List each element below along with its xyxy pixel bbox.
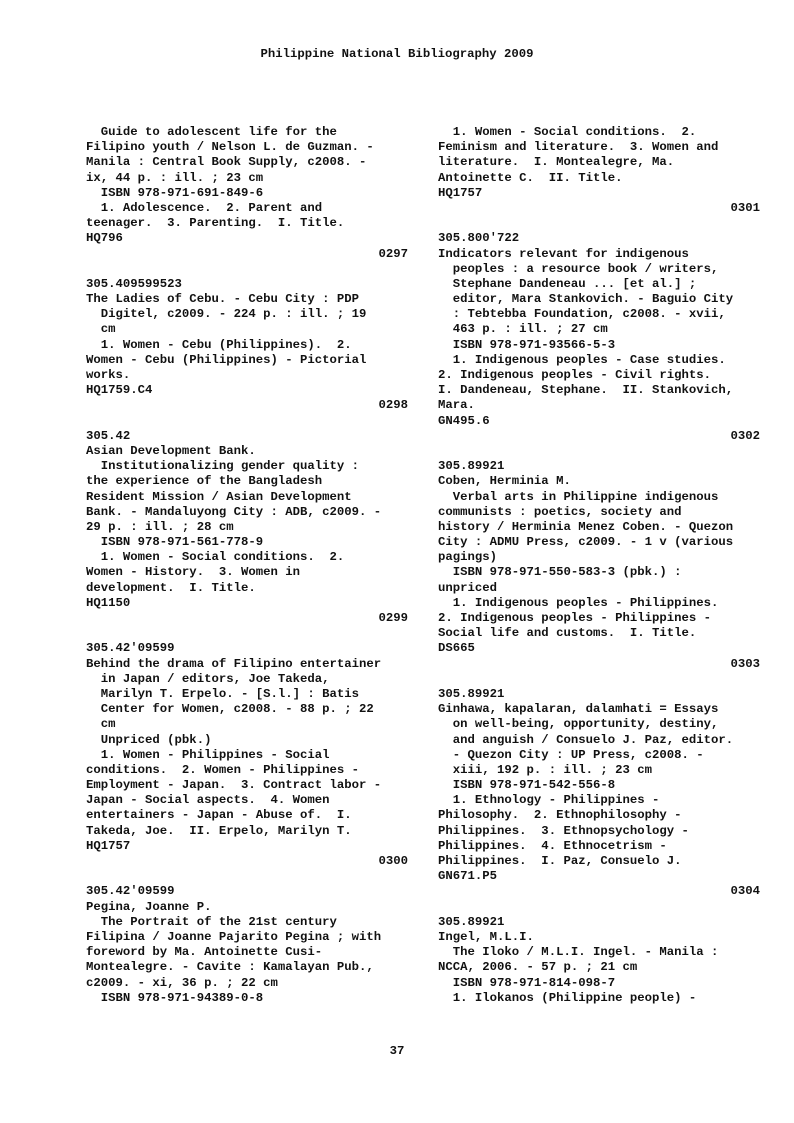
bibliography-line: 29 p. : ill. ; 28 cm (86, 519, 234, 534)
right-column (438, 125, 760, 1006)
bibliography-line: cm (86, 717, 116, 732)
bibliography-line: 1. Ethnology - Philippines - (438, 793, 660, 808)
bibliography-line: Filipino youth / Nelson L. de Guzman. - (86, 140, 374, 155)
bibliography-line: I. Dandeneau, Stephane. II. Stankovich, (438, 383, 734, 398)
bibliography-line: 1. Women - Cebu (Philippines). 2. (86, 337, 352, 352)
blank-line (438, 900, 760, 915)
bibliography-line: cm (86, 322, 116, 337)
blank-line (86, 414, 408, 429)
bibliography-line: 1. Indigenous peoples - Case studies. (438, 352, 726, 367)
bibliography-line: 305.409599523 (86, 276, 182, 291)
bibliography-line: unpriced (438, 580, 498, 595)
bibliography-line: 305.89921 (438, 686, 505, 701)
bibliography-line: c2009. - xi, 36 p. ; 22 cm (86, 975, 278, 990)
bibliography-line: Social life and customs. I. Title. (438, 626, 697, 641)
bibliography-line: peoples : a resource book / writers, (438, 261, 719, 276)
bibliography-line: ix, 44 p. : ill. ; 23 cm (86, 170, 264, 185)
bibliography-line: 305.89921 (438, 914, 505, 929)
bibliography-line: HQ796 (86, 231, 123, 246)
left-column (86, 125, 408, 1006)
bibliography-line: Mara. (438, 398, 475, 413)
bibliography-line: history / Herminia Menez Coben. - Quezon (438, 519, 734, 534)
bibliography-line: pagings) (438, 550, 498, 565)
bibliography-line: 1. Adolescence. 2. Parent and (86, 200, 323, 215)
bibliography-line: Stephane Dandeneau ... [et al.] ; (438, 276, 697, 291)
bibliography-line: Unpriced (pbk.) (86, 732, 212, 747)
bibliography-line: ISBN 978-971-814-098-7 (438, 975, 616, 990)
bibliography-line: NCCA, 2006. - 57 p. ; 21 cm (438, 960, 638, 975)
bibliography-line: 1. Indigenous peoples - Philippines. (438, 595, 719, 610)
bibliography-line: Indicators relevant for indigenous (438, 246, 689, 261)
bibliography-line: Institutionalizing gender quality : (86, 459, 360, 474)
bibliography-line: ISBN 978-971-93566-5-3 (438, 337, 616, 352)
entry-number: 0302 (730, 428, 760, 443)
bibliography-line: Ginhawa, kapalaran, dalamhati = Essays (438, 702, 719, 717)
page-title: Philippine National Bibliography 2009 (260, 47, 534, 61)
bibliography-line: 1. Ilokanos (Philippine people) - (438, 990, 697, 1005)
bibliography-line: Takeda, Joe. II. Erpelo, Marilyn T. (86, 823, 352, 838)
bibliography-line: Manila : Central Book Supply, c2008. - (86, 155, 367, 170)
bibliography-line: 305.42'09599 (86, 884, 175, 899)
bibliography-line: 305.42 (86, 428, 131, 443)
bibliography-line: 1. Women - Philippines - Social (86, 747, 330, 762)
bibliography-line: Behind the drama of Filipino entertainer (86, 656, 382, 671)
bibliography-line: Montealegre. - Cavite : Kamalayan Pub., (86, 960, 374, 975)
bibliography-line: DS665 (438, 641, 475, 656)
bibliography-line: Philippines. 4. Ethnocetrism - (438, 838, 667, 853)
bibliography-line: ISBN 978-971-561-778-9 (86, 535, 264, 550)
bibliography-line: ISBN 978-971-94389-0-8 (86, 990, 264, 1005)
bibliography-line: HQ1757 (438, 185, 483, 200)
entry-number: 0304 (730, 884, 760, 899)
entry-number: 0301 (730, 200, 760, 215)
bibliography-line: Marilyn T. Erpelo. - [S.l.] : Batis (86, 686, 360, 701)
blank-line (86, 869, 408, 884)
bibliography-line: GN495.6 (438, 413, 490, 428)
bibliography-line: the experience of the Bangladesh (86, 474, 323, 489)
bibliography-line: Antoinette C. II. Title. (438, 170, 623, 185)
bibliography-line: Women - Cebu (Philippines) - Pictorial (86, 352, 367, 367)
blank-line (438, 672, 760, 687)
entry-number: 0303 (730, 656, 760, 671)
bibliography-line: in Japan / editors, Joe Takeda, (86, 671, 330, 686)
bibliography-line: Bank. - Mandaluyong City : ADB, c2009. - (86, 504, 382, 519)
bibliography-line: Digitel, c2009. - 224 p. : ill. ; 19 (86, 307, 367, 322)
blank-line (86, 262, 408, 277)
bibliography-line: 305.89921 (438, 459, 505, 474)
bibliography-line: on well-being, opportunity, destiny, (438, 717, 719, 732)
bibliography-line: Resident Mission / Asian Development (86, 489, 352, 504)
bibliography-line: 305.800'722 (438, 231, 520, 246)
bibliography-line: Japan - Social aspects. 4. Women (86, 793, 330, 808)
bibliography-line: ISBN 978-971-550-583-3 (pbk.) : (438, 565, 682, 580)
bibliography-line: Verbal arts in Philippine indigenous (438, 489, 719, 504)
bibliography-line: HQ1757 (86, 838, 131, 853)
bibliography-line: Guide to adolescent life for the (86, 125, 337, 139)
bibliography-line: development. I. Title. (86, 580, 256, 595)
bibliography-line: Coben, Herminia M. (438, 474, 571, 489)
bibliography-line: Employment - Japan. 3. Contract labor - (86, 778, 382, 793)
bibliography-line: 2. Indigenous peoples - Philippines - (438, 611, 712, 625)
bibliography-line: conditions. 2. Women - Philippines - (86, 762, 360, 777)
bibliography-line: foreword by Ma. Antoinette Cusi- (86, 945, 323, 960)
bibliography-line: The Iloko / M.L.I. Ingel. - Manila : (438, 945, 719, 960)
bibliography-line: xiii, 192 p. : ill. ; 23 cm (438, 762, 653, 777)
bibliography-line: Pegina, Joanne P. (86, 899, 212, 914)
entry-number: 0300 (378, 854, 408, 868)
blank-line (438, 216, 760, 231)
bibliography-line: Ingel, M.L.I. (438, 929, 534, 944)
bibliography-line: ISBN 978-971-691-849-6 (86, 185, 264, 200)
bibliography-line: entertainers - Japan - Abuse of. I. (86, 808, 352, 823)
bibliography-line: communists : poetics, society and (438, 504, 682, 519)
bibliography-line: 1. Women - Social conditions. 2. (438, 125, 697, 139)
bibliography-line: Women - History. 3. Women in (86, 565, 301, 580)
entry-number: 0298 (378, 398, 408, 413)
bibliography-line: 2. Indigenous peoples - Civil rights. (438, 368, 712, 382)
bibliography-line: 305.42'09599 (86, 641, 175, 656)
bibliography-line: : Tebtebba Foundation, c2008. - xvii, (438, 307, 726, 322)
bibliography-line: teenager. 3. Parenting. I. Title. (86, 216, 345, 231)
bibliography-line: Philippines. 3. Ethnopsychology - (438, 823, 689, 838)
bibliography-line: City : ADMU Press, c2009. - 1 v (various (438, 535, 734, 550)
bibliography-line: and anguish / Consuelo J. Paz, editor. (438, 732, 734, 747)
bibliography-line: editor, Mara Stankovich. - Baguio City (438, 292, 734, 307)
bibliography-line: Philippines. I. Paz, Consuelo J. (438, 854, 682, 868)
page-number: 37 (389, 1044, 405, 1058)
bibliography-line: Philosophy. 2. Ethnophilosophy - (438, 808, 682, 823)
bibliography-line: Center for Women, c2008. - 88 p. ; 22 (86, 702, 374, 717)
entry-number: 0297 (378, 246, 408, 261)
blank-line (438, 444, 760, 459)
blank-line (86, 626, 408, 641)
bibliography-line: Asian Development Bank. (86, 443, 256, 458)
bibliography-line: literature. I. Montealegre, Ma. (438, 155, 675, 170)
entry-number: 0299 (378, 611, 408, 625)
bibliography-line: The Ladies of Cebu. - Cebu City : PDP (86, 292, 360, 307)
bibliography-line: works. (86, 368, 131, 382)
bibliography-line: GN671.P5 (438, 869, 498, 884)
bibliography-line: Filipina / Joanne Pajarito Pegina ; with (86, 929, 382, 944)
bibliography-line: 1. Women - Social conditions. 2. (86, 550, 345, 565)
bibliography-line: 463 p. : ill. ; 27 cm (438, 322, 608, 337)
bibliography-line: The Portrait of the 21st century (86, 914, 337, 929)
bibliography-line: - Quezon City : UP Press, c2008. - (438, 747, 704, 762)
bibliography-line: ISBN 978-971-542-556-8 (438, 778, 616, 793)
bibliography-line: HQ1759.C4 (86, 383, 153, 398)
bibliography-line: HQ1150 (86, 595, 131, 610)
bibliography-line: Feminism and literature. 3. Women and (438, 140, 719, 155)
